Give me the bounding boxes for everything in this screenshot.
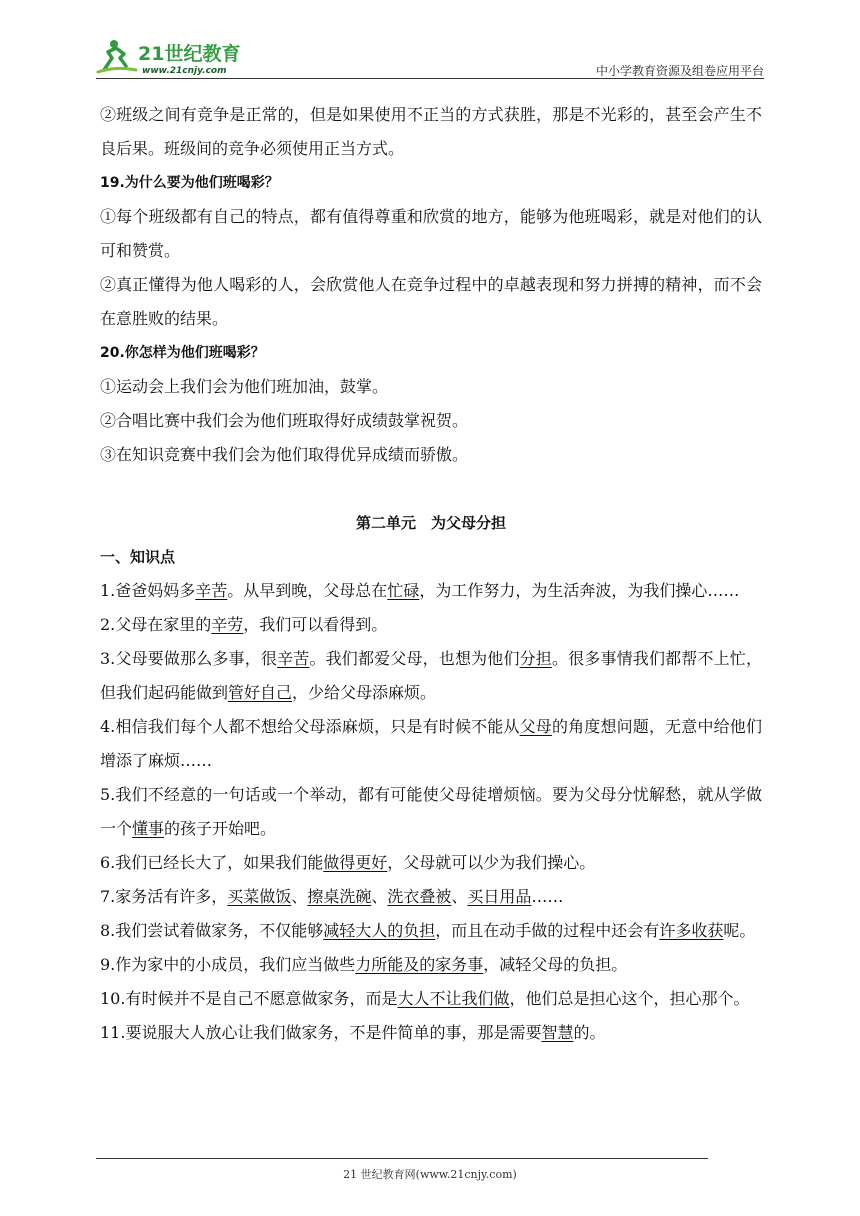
underlined-term: 懂事 <box>132 819 165 838</box>
header-divider <box>96 78 764 79</box>
underlined-term: 许多收获 <box>659 921 724 940</box>
page-footer: 21 世纪教育网(www.21cnjy.com) <box>343 1168 517 1181</box>
document-body <box>100 98 762 1050</box>
knowledge-point-7: 7.家务活有许多，买菜做饭、擦桌洗碗、洗衣叠被、买日用品…… <box>100 887 564 906</box>
knowledge-point-1: 1.爸爸妈妈多辛苦。从早到晚，父母总在忙碌，为工作努力，为生活奔波，为我们操心…… <box>100 581 740 600</box>
knowledge-point-10: 10.有时候并不是自己不愿意做家务，而是大人不让我们做，他们总是担心这个，担心那个。 <box>100 989 750 1008</box>
knowledge-point-6: 6.我们已经长大了，如果我们能做得更好，父母就可以少为我们操心。 <box>100 853 596 872</box>
underlined-term: 忙碌 <box>387 581 420 600</box>
knowledge-point-4: 4.相信我们每个人都不想给父母添麻烦，只是有时候不能从父母的角度想问题，无意中给他们增添了麻烦…… <box>100 717 762 770</box>
answer-20-1: ①运动会上我们会为他们班加油，鼓掌。 <box>100 377 389 396</box>
underlined-term: 大人不让我们做 <box>397 989 510 1008</box>
section-heading: 一、知识点 <box>100 548 176 566</box>
underlined-term: 父母 <box>519 717 552 736</box>
answer-20-3: ③在知识竞赛中我们会为他们取得优异成绩而骄傲。 <box>100 445 469 464</box>
knowledge-point-5: 5.我们不经意的一句话或一个举动，都有可能使父母徒增烦恼。要为父母分忧解愁，就从学做一个懂事的孩子开始吧。 <box>100 785 762 838</box>
header-platform-text: 中小学教育资源及组卷应用平台 <box>595 64 764 78</box>
knowledge-point-3: 3.父母要做那么多事，很辛苦。我们都爱父母，也想为他们分担。很多事情我们都帮不上忙，但我们起码能做到管好自己，少给父母添麻烦。 <box>100 649 762 702</box>
question-19: 19.为什么要为他们班喝彩？ <box>100 175 279 191</box>
logo-21cnjy <box>96 36 266 78</box>
underlined-term: 做得更好 <box>323 853 388 872</box>
logo-url-text: www.21cnjy.com <box>142 66 227 76</box>
underlined-term: 力所能及的家务事 <box>355 955 484 974</box>
knowledge-point-11: 11.要说服大人放心让我们做家务，不是件简单的事，那是需要智慧的。 <box>100 1023 606 1042</box>
logo-text: 21世纪教育 <box>138 43 241 65</box>
underlined-term: 智慧 <box>541 1023 574 1042</box>
unit-title: 第二单元 为父母分担 <box>355 514 506 532</box>
underlined-term: 减轻大人的负担 <box>323 921 436 940</box>
knowledge-point-9: 9.作为家中的小成员，我们应当做些力所能及的家务事，减轻父母的负担。 <box>100 955 628 974</box>
answer-20-2: ②合唱比赛中我们会为他们班取得好成绩鼓掌祝贺。 <box>100 411 469 430</box>
underlined-term: 辛苦 <box>195 581 228 600</box>
underlined-term: 辛苦 <box>277 649 310 668</box>
underlined-term: 分担 <box>519 649 552 668</box>
paragraph-competition: ②班级之间有竞争是正常的，但是如果使用不正当的方式获胜，那是不光彩的，甚至会产生不良后果。班级间的竞争必须使用正当方式。 <box>100 105 762 158</box>
answer-19-1: ①每个班级都有自己的特点，都有值得尊重和欣赏的地方，能够为他班喝彩，就是对他们的认可和赞赏。 <box>100 207 762 260</box>
knowledge-point-2: 2.父母在家里的辛劳，我们可以看得到。 <box>100 615 388 634</box>
answer-19-2: ②真正懂得为他人喝彩的人，会欣赏他人在竞争过程中的卓越表现和努力拼搏的精神，而不会在意胜败的结果。 <box>100 275 762 328</box>
knowledge-point-8: 8.我们尝试着做家务，不仅能够减轻大人的负担，而且在动手做的过程中还会有许多收获呢。 <box>100 921 756 940</box>
underlined-term: 买菜做饭 <box>227 887 292 906</box>
underlined-term: 洗衣叠被 <box>387 887 452 906</box>
footer-divider <box>96 1158 708 1159</box>
question-20: 20.你怎样为他们班喝彩？ <box>100 345 265 361</box>
underlined-term: 管好自己 <box>228 683 293 702</box>
underlined-term: 买日用品 <box>467 887 532 906</box>
underlined-term: 擦桌洗碗 <box>307 887 372 906</box>
page-header <box>96 36 764 80</box>
underlined-term: 辛劳 <box>211 615 244 634</box>
spacer <box>100 472 762 506</box>
